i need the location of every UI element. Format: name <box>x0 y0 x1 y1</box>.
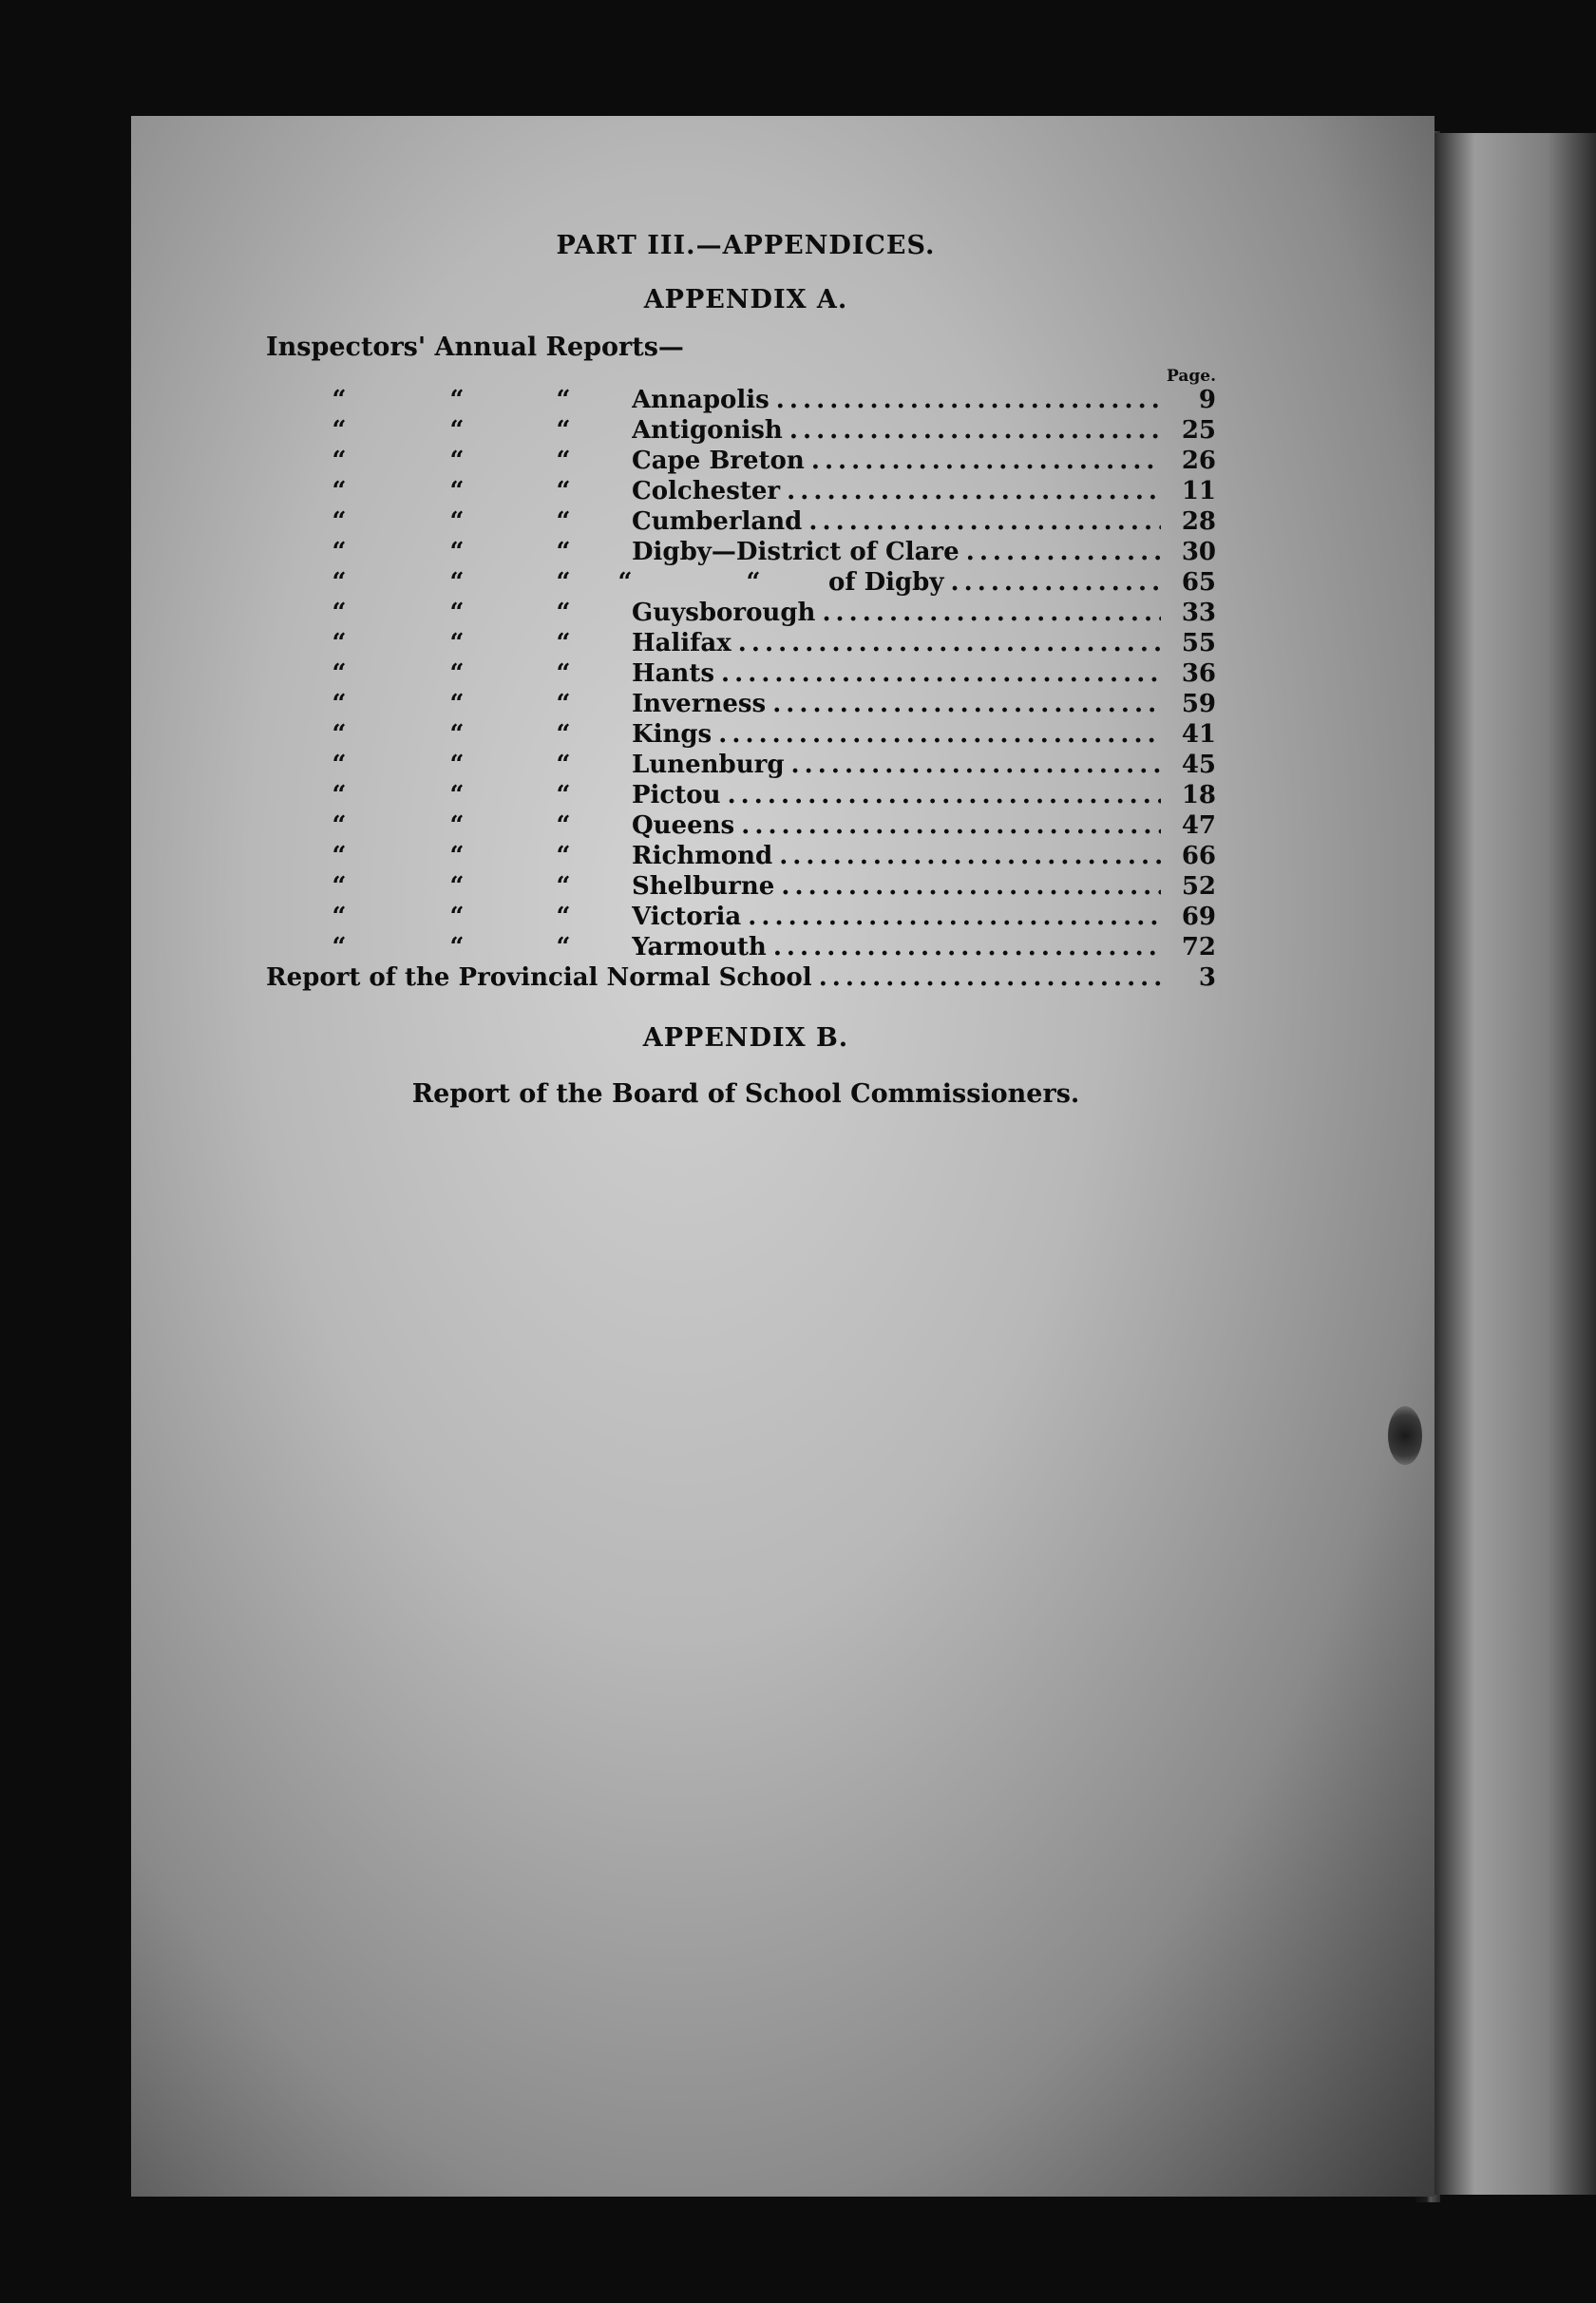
ditto-mark: “ <box>449 447 465 475</box>
ditto-mark: “ <box>332 599 347 627</box>
ditto-mark: “ <box>556 811 571 840</box>
toc-row <box>266 628 1216 658</box>
appendix-b-title: APPENDIX B. <box>642 1023 849 1053</box>
toc-row <box>266 780 1216 810</box>
ditto-mark: “ <box>449 507 465 536</box>
toc-label: Report of the Provincial Normal School <box>266 963 812 992</box>
ditto-mark: “ <box>556 659 571 688</box>
page-column-label: Page. <box>1167 367 1216 386</box>
toc-label: Antigonish <box>632 416 783 445</box>
toc-page-number: 9 <box>1198 386 1216 414</box>
toc-page-number: 3 <box>1198 963 1216 992</box>
toc-row <box>266 415 1216 446</box>
appendix-a-title: APPENDIX A. <box>643 285 848 314</box>
toc-page-number: 65 <box>1181 568 1216 597</box>
toc-label: Inverness <box>632 690 767 718</box>
toc-entry <box>632 871 1161 902</box>
toc-entry <box>632 385 1161 415</box>
toc-label: Cumberland <box>632 507 803 536</box>
toc-entry <box>632 750 1161 780</box>
inspectors-heading: Inspectors' Annual Reports— <box>266 333 684 362</box>
toc-label: Victoria <box>632 903 742 931</box>
ditto-mark: “ <box>332 386 347 414</box>
toc-entry <box>632 932 1161 962</box>
toc-entry <box>632 689 1161 719</box>
toc-label: Richmond <box>632 842 773 870</box>
toc-entry <box>632 506 1161 537</box>
ditto-mark: “ <box>332 659 347 688</box>
toc-entry <box>632 476 1161 506</box>
ditto-mark: “ <box>332 751 347 779</box>
toc-row <box>266 446 1216 476</box>
ditto-mark: “ <box>556 538 571 566</box>
toc-page-number: 30 <box>1181 538 1216 566</box>
toc-page-number: 25 <box>1181 416 1216 445</box>
ditto-mark: “ <box>449 568 465 597</box>
toc-page-number: 36 <box>1181 659 1216 688</box>
toc-label: Kings <box>632 720 712 749</box>
ditto-mark: “ <box>332 842 347 870</box>
toc-row <box>266 567 1216 598</box>
ditto-mark: “ <box>449 477 465 505</box>
ditto-mark: “ <box>449 933 465 961</box>
toc-page-number: 55 <box>1181 629 1216 657</box>
toc-label: Pictou <box>632 781 721 809</box>
toc-row <box>266 537 1216 567</box>
ditto-mark: “ <box>449 690 465 718</box>
toc-label: Guysborough <box>632 599 816 627</box>
ditto-mark: “ <box>618 568 633 597</box>
ditto-mark: “ <box>556 690 571 718</box>
ditto-mark: “ <box>449 386 465 414</box>
toc-entry <box>632 628 1161 658</box>
toc-row <box>266 719 1216 750</box>
toc-row <box>266 689 1216 719</box>
ditto-mark: “ <box>332 447 347 475</box>
toc-row <box>266 506 1216 537</box>
toc-entry <box>632 841 1161 871</box>
ditto-mark: “ <box>556 568 571 597</box>
ditto-mark: “ <box>332 933 347 961</box>
ditto-mark: “ <box>449 416 465 445</box>
toc-row <box>266 962 1216 993</box>
ditto-mark: “ <box>332 629 347 657</box>
toc-page-number: 33 <box>1181 599 1216 627</box>
ditto-mark: “ <box>556 477 571 505</box>
toc-row <box>266 902 1216 932</box>
toc-page-number: 41 <box>1181 720 1216 749</box>
toc-entry <box>266 962 1161 993</box>
ditto-mark: “ <box>332 538 347 566</box>
ditto-mark: “ <box>449 842 465 870</box>
ditto-mark: “ <box>449 903 465 931</box>
ditto-mark: “ <box>332 872 347 901</box>
ditto-mark: “ <box>332 477 347 505</box>
toc-entry <box>632 810 1161 841</box>
ditto-mark: “ <box>449 720 465 749</box>
toc-page-number: 45 <box>1181 751 1216 779</box>
toc-label: Cape Breton <box>632 447 805 475</box>
toc-row <box>266 476 1216 506</box>
toc-entry <box>828 567 1161 598</box>
toc-label: Hants <box>632 659 714 688</box>
toc-page-number: 26 <box>1181 447 1216 475</box>
toc-label: Queens <box>632 811 735 840</box>
ditto-mark: “ <box>332 811 347 840</box>
toc-row <box>266 598 1216 628</box>
toc-page-number: 18 <box>1181 781 1216 809</box>
toc-label: Yarmouth <box>632 933 767 961</box>
ditto-mark: “ <box>556 599 571 627</box>
ditto-mark: “ <box>556 416 571 445</box>
toc-page-number: 66 <box>1181 842 1216 870</box>
ditto-mark: “ <box>556 386 571 414</box>
ditto-mark: “ <box>449 538 465 566</box>
ditto-mark: “ <box>332 416 347 445</box>
toc-row <box>266 932 1216 962</box>
toc-page-number: 52 <box>1181 872 1216 901</box>
toc-page-number: 59 <box>1181 690 1216 718</box>
ditto-mark: “ <box>332 903 347 931</box>
ditto-mark: “ <box>556 872 571 901</box>
toc-entry <box>632 598 1161 628</box>
toc-label: Annapolis <box>632 386 770 414</box>
ditto-mark: “ <box>332 781 347 809</box>
toc-row <box>266 385 1216 415</box>
toc-row <box>266 871 1216 902</box>
ditto-mark: “ <box>746 568 761 597</box>
toc-row <box>266 658 1216 689</box>
toc-label: of Digby <box>828 568 944 597</box>
ditto-mark: “ <box>449 872 465 901</box>
ditto-mark: “ <box>332 690 347 718</box>
toc-label: Colchester <box>632 477 781 505</box>
toc-page-number: 47 <box>1181 811 1216 840</box>
ditto-mark: “ <box>556 781 571 809</box>
toc-page-number: 72 <box>1181 933 1216 961</box>
toc-row <box>266 750 1216 780</box>
toc-label: Shelburne <box>632 872 775 901</box>
ditto-mark: “ <box>449 781 465 809</box>
ditto-mark: “ <box>556 933 571 961</box>
toc-entry <box>632 415 1161 446</box>
toc-entry <box>632 537 1161 567</box>
toc-page-number: 11 <box>1181 477 1216 505</box>
toc-page-number: 28 <box>1181 507 1216 536</box>
ditto-mark: “ <box>449 629 465 657</box>
ditto-mark: “ <box>332 720 347 749</box>
toc-page-number: 69 <box>1181 903 1216 931</box>
board-report-title: Report of the Board of School Commissioners. <box>411 1079 1080 1109</box>
ditto-mark: “ <box>332 568 347 597</box>
toc-entry <box>632 780 1161 810</box>
ditto-mark: “ <box>556 447 571 475</box>
part-title: PART III.—APPENDICES. <box>556 231 936 260</box>
ditto-mark: “ <box>556 507 571 536</box>
toc-label: Lunenburg <box>632 751 785 779</box>
ditto-mark: “ <box>449 599 465 627</box>
toc-row <box>266 841 1216 871</box>
toc-entry <box>632 902 1161 932</box>
toc-entry <box>632 658 1161 689</box>
ditto-mark: “ <box>449 811 465 840</box>
ditto-mark: “ <box>556 720 571 749</box>
toc-row <box>266 810 1216 841</box>
ditto-mark: “ <box>449 751 465 779</box>
toc-label: Digby—District of Clare <box>632 538 960 566</box>
toc-entry <box>632 719 1161 750</box>
toc-entry <box>632 446 1161 476</box>
ditto-mark: “ <box>556 903 571 931</box>
ditto-mark: “ <box>449 659 465 688</box>
ditto-mark: “ <box>556 751 571 779</box>
ditto-mark: “ <box>332 507 347 536</box>
ditto-mark: “ <box>556 842 571 870</box>
toc-label: Halifax <box>632 629 732 657</box>
ditto-mark: “ <box>556 629 571 657</box>
